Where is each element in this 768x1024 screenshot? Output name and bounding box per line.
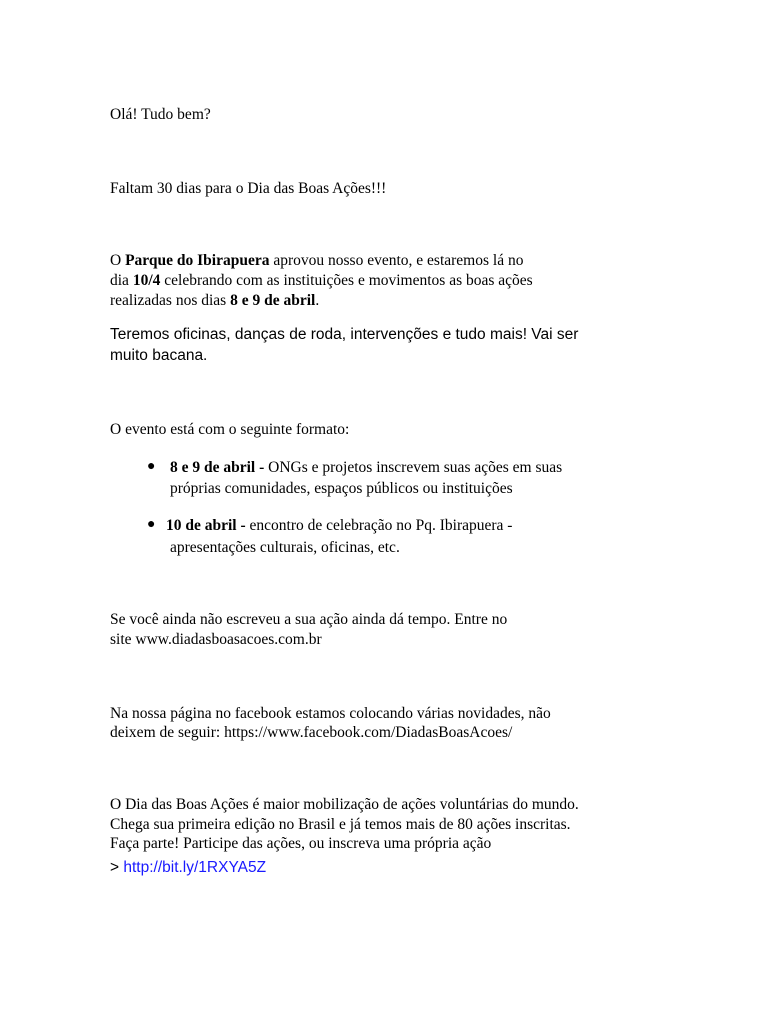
park-name: Parque do Ibirapuera — [125, 252, 270, 269]
park-line-1 — [110, 250, 523, 271]
park-text: . — [315, 292, 320, 309]
signup-line-1: Se você ainda não escreveu a sua ação ainda dá tempo. Entre no — [110, 611, 508, 628]
park-text: realizadas nos dias — [110, 292, 231, 309]
bitly-link[interactable]: http://bit.ly/1RXYA5Z — [123, 859, 267, 876]
arrow-text: > — [110, 859, 124, 876]
list-item-line-2: próprias comunidades, espaços públicos ou instituições — [170, 480, 513, 497]
park-line-3 — [110, 290, 319, 311]
greeting: Olá! Tudo bem? — [110, 106, 211, 123]
workshops-line-1: Teremos oficinas, danças de roda, intervenções e tudo mais! Vai ser — [110, 326, 579, 343]
facebook-line-2: deixem de seguir: https://www.facebook.com/DiadasBoasAcoes/ — [110, 724, 513, 741]
park-text: dia — [110, 272, 133, 289]
park-text: aprovou nosso evento, e estaremos lá no — [269, 252, 524, 269]
signup-line-2: site www.diadasboasacoes.com.br — [110, 631, 322, 648]
list-item-text: encontro de celebração no Pq. Ibirapuera - — [245, 517, 513, 534]
action-dates: 8 e 9 de abril — [230, 292, 316, 309]
workshops-line-2: muito bacana. — [110, 347, 208, 364]
list-item-text: ONGs e projetos inscrevem suas ações em suas — [264, 459, 563, 476]
mobilization-line-3: Faça parte! Participe das ações, ou inscreva uma própria ação — [110, 835, 492, 852]
list-item-line-1 — [166, 515, 512, 536]
countdown-line: Faltam 30 dias para o Dia das Boas Ações!!! — [110, 180, 387, 197]
mobilization-line-2: Chega sua primeira edição no Brasil e já temos mais de 80 ações inscritas. — [110, 816, 571, 833]
bullet-icon: ● — [147, 459, 156, 474]
park-text: celebrando com as instituições e movimentos as boas ações — [160, 272, 533, 289]
mobilization-link-line — [110, 857, 266, 878]
bullet-icon: ● — [147, 517, 156, 532]
event-date: 10/4 — [132, 272, 161, 289]
park-line-2 — [110, 270, 533, 291]
list-item-date: 10 de abril - — [166, 517, 246, 534]
mobilization-line-1: O Dia das Boas Ações é maior mobilização de ações voluntárias do mundo. — [110, 796, 579, 813]
list-item-line-2: apresentações culturais, oficinas, etc. — [170, 539, 400, 556]
list-item-line-1 — [170, 457, 562, 478]
list-item-date: 8 e 9 de abril - — [170, 459, 265, 476]
facebook-line-1: Na nossa página no facebook estamos colocando várias novidades, não — [110, 705, 551, 722]
format-intro: O evento está com o seguinte formato: — [110, 421, 350, 438]
park-text: O — [110, 252, 126, 269]
